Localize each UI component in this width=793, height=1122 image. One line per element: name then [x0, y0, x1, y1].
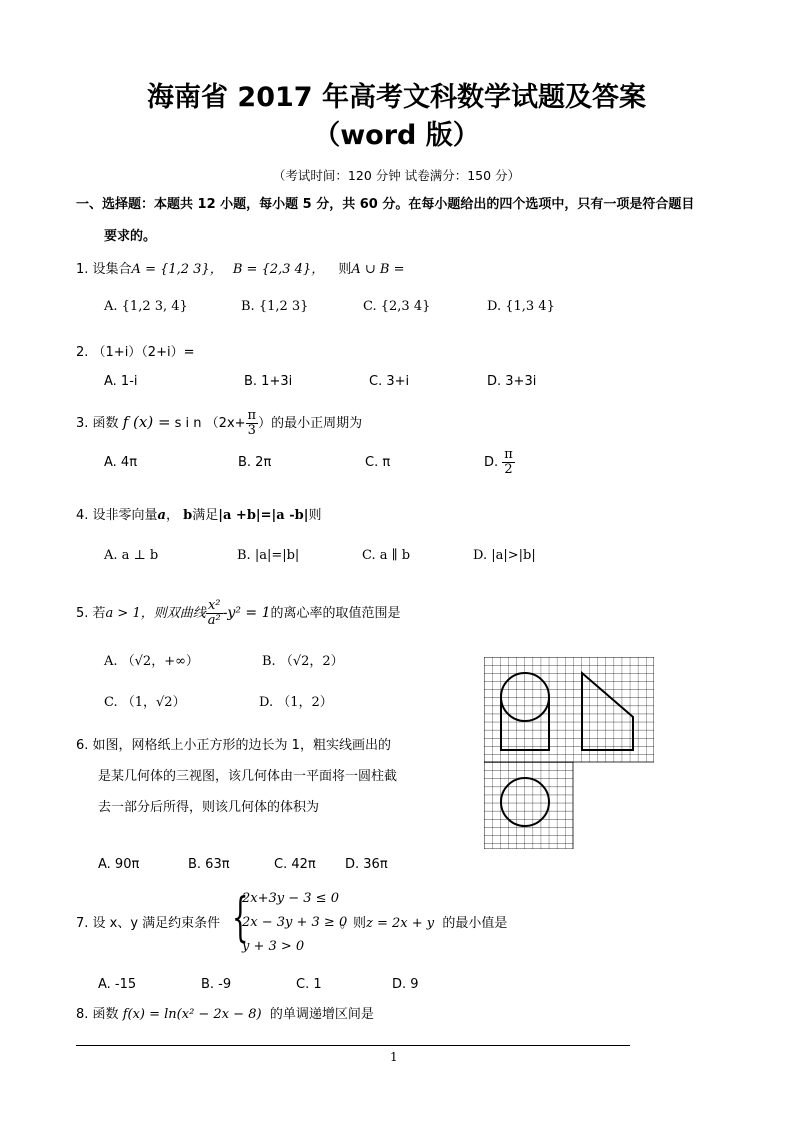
q7-option-c: C. 1: [296, 977, 322, 992]
q7-option-a: A. -15: [98, 977, 137, 992]
q3-fx: f (x) =: [122, 413, 171, 431]
q1-option-a: A. {1,2 3, 4}: [104, 299, 188, 314]
q1-set-a: A = {1,2 3}，: [131, 262, 223, 277]
exam-info: （考试时间：120 分钟 试卷满分：150 分）: [272, 168, 521, 183]
q3-sin: s i n （2x+: [174, 416, 246, 431]
grid-bottom: [484, 762, 573, 849]
q1-stem: 1. 设集合: [76, 262, 132, 277]
q1-expr: A ∪ B =: [351, 262, 405, 277]
q2-option-c: C. 3+i: [369, 374, 410, 389]
q6-option-d: D. 36π: [345, 857, 388, 872]
question-6-line3: 去一部分后所得，则该几何体的体积为: [98, 800, 320, 815]
q6-option-c: C. 42π: [274, 857, 316, 872]
footer-rule: [76, 1045, 630, 1046]
q1-set-b: B = {2,3 4}，: [232, 262, 325, 277]
question-8: 8. 函数 f(x) = ln(x² − 2x − 8) 的单调递增区间是: [76, 1007, 374, 1022]
q5-option-a: A. （√2，+∞）: [104, 654, 199, 669]
q1-option-b: B. {1,2 3}: [241, 299, 309, 314]
page-number: 1: [390, 1050, 398, 1064]
question-4: 4. 设非零向量a， b满足|a +b|=|a -b|则: [76, 508, 322, 523]
question-3: [76, 408, 362, 438]
question-2: 2. （1+i）（2+i）=: [76, 345, 195, 360]
q3-stem: 3. 函数: [76, 416, 119, 431]
question-7-stem: 7. 设 x、y 满足约束条件: [76, 916, 221, 931]
title-line2: （word 版）: [313, 120, 480, 151]
q7-option-d: D. 9: [392, 977, 419, 992]
q3-option-c: C. π: [365, 455, 391, 470]
q5-option-c: C. （1，√2）: [104, 695, 186, 710]
q6-option-b: B. 63π: [188, 857, 230, 872]
three-view-figure: [484, 657, 654, 849]
q2-option-b: B. 1+3i: [244, 374, 293, 389]
q1-option-d: D. {1,3 4}: [487, 299, 555, 314]
q7-objective: 。则z = 2x + y 的最小值是: [340, 916, 508, 931]
grid-top: [484, 657, 654, 762]
q6-option-a: A. 90π: [98, 857, 140, 872]
q4-option-b: B. |a|=|b|: [237, 548, 300, 563]
q4-option-d: D. |a|>|b|: [473, 548, 536, 563]
q3-option-b: B. 2π: [238, 455, 272, 470]
q4-option-c: C. a ∥ b: [362, 548, 411, 563]
question-5: 5. 若a > 1，则双曲线 $\frac{\text{x²}}{\text{a²}}$ -y² = 1的离心率的取值范围是: [76, 598, 401, 628]
q5-option-b: B. （√2，2）: [262, 654, 344, 669]
section-heading: 一、选择题：本题共 12 小题，每小题 5 分，共 60 分。在每小题给出的四个选项中，只有一项是符合题目: [76, 197, 695, 212]
q2-option-a: A. 1-i: [104, 374, 138, 389]
q3-option-d: D. $\frac{\pi}{2}$: [484, 447, 513, 477]
question-6-line1: 6. 如图，网格纸上小正方形的边长为 1，粗实线画出的: [76, 738, 391, 753]
q4-option-a: A. a ⊥ b: [104, 548, 159, 563]
q1-then: 则: [338, 262, 352, 277]
q7-constraint-2: 2x − 3y + 3 ≥ 0: [242, 915, 348, 930]
question-6-line2: 是某几何体的三视图，该几何体由一平面将一圆柱截: [98, 769, 398, 784]
title-line1: 海南省 2017 年高考文科数学试题及答案: [147, 82, 646, 113]
q3-option-a: A. 4π: [104, 455, 138, 470]
question-1: [76, 262, 404, 278]
document-page: 海南省 2017 年高考文科数学试题及答案 （word 版） （考试时间：120 分钟 试卷满分：150 分） 一、选择题：本题共 12 小题，每小题 5 分，共 60 分。在每小题给出的四个选项中，只有一项是符合题目 要求的。 1. 设集合A = {1,2 3}， B = {2,3 4}， 则A ∪ B = A. {1,2 3, 4} B. {1,2 3} C. {2,3 4} D. {1,3 4} 2. （1+i）（2+i）= A. 1-i B. 1+3i C. 3+i D. 3+3i 3. 函数 f (x) = s i n （2x+ $\frac{\pi}{3}$ ）的最小正周期为 A. 4π B. 2π C. π D. $\frac{\pi}{2}$ 4. 设非零向量a， b满足|a +b|=|a -b|则 A. a ⊥ b B. |a|=|b| C. a ∥ b D. |a|>|b| 5. 若a > 1，则双曲线 $\frac{\text{x²}}{\text{a²}}$ -y² = 1的离心率的取值范围是 A. （√2，+∞） B. （√2，2） C. （1，√2） D. （1，2） 6. 如图，网格纸上小正方形的边长为 1，粗实线画出的 是某几何体的三视图，该几何体由一平面将一圆柱截 去一部分后所得，则该几何体的体积为 A. 90π B. 63π C. 42π D. 36π 7. 设 x、y 满足约束条件 { 2x+3y − 3 ≤ 0 2x − 3y + 3 ≥ 0 y + 3 > 0 。则z = 2x + y 的最小值是 A. -15 B. -9 C. 1 D. 9 8. 函数 f(x) = ln(x² − 2x − 8) 的单调递增区间是 1: [0, 0, 793, 1122]
q7-constraint-1: 2x+3y − 3 ≤ 0: [242, 891, 339, 906]
q1-option-c: C. {2,3 4}: [363, 299, 431, 314]
q7-constraint-3: y + 3 > 0: [242, 939, 305, 954]
q5-option-d: D. （1，2）: [259, 695, 333, 710]
section-heading-cont: 要求的。: [104, 229, 157, 244]
q3-fraction: $\frac{\pi}{3}$: [247, 408, 257, 438]
q7-option-b: B. -9: [201, 977, 232, 992]
q2-option-d: D. 3+3i: [487, 374, 537, 389]
q3-tail: ）的最小正周期为: [258, 416, 363, 431]
